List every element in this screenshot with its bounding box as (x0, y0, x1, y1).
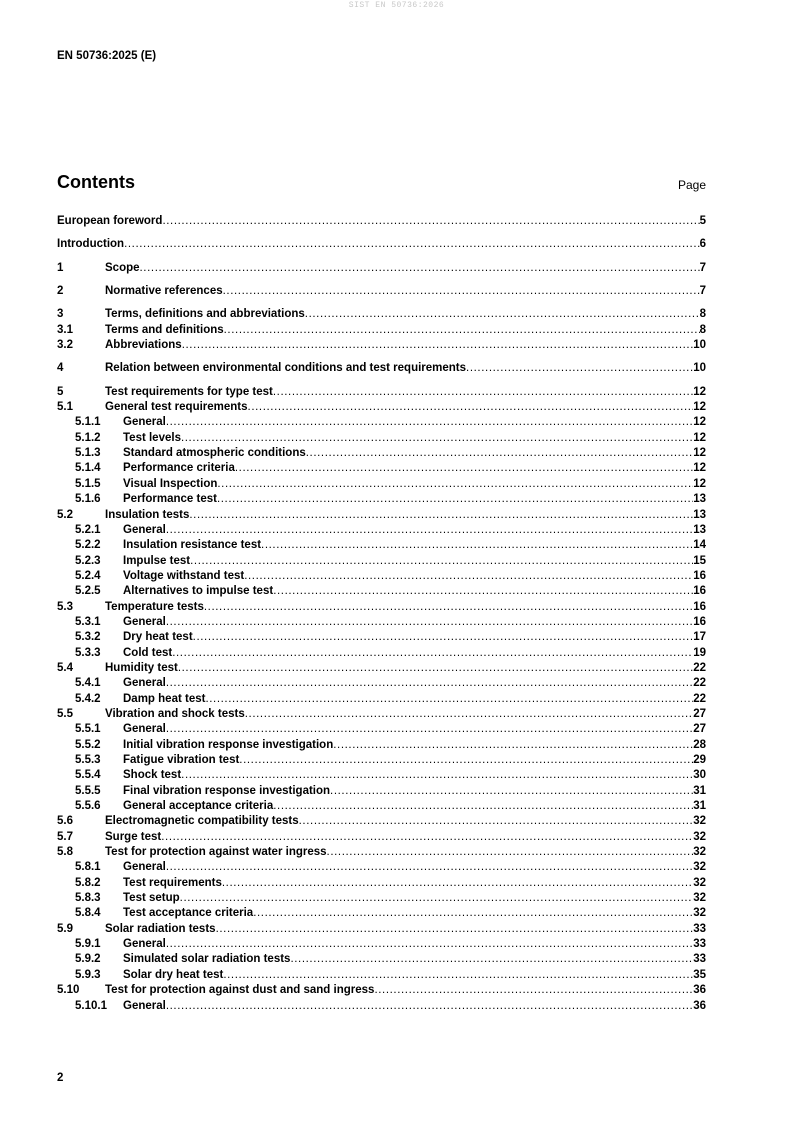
dot-leader (166, 860, 693, 875)
toc-entry-number: 5.5.2 (75, 738, 101, 751)
toc-entry-page: 22 (693, 661, 706, 674)
toc-entry-title: Insulation resistance test (123, 539, 262, 552)
toc-entry-page: 29 (693, 754, 706, 766)
dot-leader (327, 845, 694, 860)
toc-entry-title: General (123, 615, 166, 628)
toc-entry-title: Performance test (123, 493, 217, 506)
toc-entry-page: 13 (693, 523, 706, 536)
toc-entry[interactable] (57, 876, 706, 891)
toc-entry[interactable] (57, 554, 706, 569)
toc-entry[interactable] (57, 600, 706, 615)
dot-leader (162, 214, 699, 229)
toc-entry-title: Abbreviations (105, 339, 182, 352)
toc-entry-number: 5.9.3 (75, 968, 101, 981)
toc-entry[interactable] (57, 569, 706, 584)
toc-entry-title: Terms, definitions and abbreviations (105, 308, 305, 321)
toc-entry-page: 32 (693, 861, 706, 874)
toc-entry-number: 5.8 (57, 846, 73, 859)
toc-entry-title: General test requirements (105, 401, 248, 414)
toc-entry-page: 31 (693, 784, 706, 797)
dot-leader (166, 999, 693, 1014)
toc-entry-page: 17 (693, 631, 706, 644)
dot-leader (124, 237, 700, 252)
toc-entry-page: 12 (693, 385, 706, 398)
contents-title: Contents (57, 172, 135, 192)
toc-entry[interactable] (57, 707, 706, 722)
toc-entry-number: 5.1.4 (75, 462, 101, 475)
toc-entry-number: 5.8.1 (75, 861, 101, 874)
toc-entry-page: 8 (699, 323, 706, 336)
toc-entry-title: European foreword (57, 215, 163, 227)
dot-leader (273, 385, 693, 400)
toc-entry-page: 27 (693, 723, 706, 736)
toc-entry-title: Solar dry heat test (123, 968, 224, 981)
toc-entry[interactable] (57, 584, 706, 599)
toc-entry-title: Alternatives to impulse test (123, 585, 274, 598)
toc-entry-title: Cold test (123, 646, 173, 659)
toc-entry-page: 16 (693, 600, 706, 613)
toc-entry[interactable] (57, 860, 706, 875)
toc-entry[interactable] (57, 845, 706, 860)
toc-entry[interactable] (57, 400, 706, 415)
toc-entry-number: 5 (57, 385, 64, 398)
toc-entry-page: 33 (693, 953, 706, 966)
toc-entry[interactable] (57, 968, 706, 983)
dot-leader (166, 615, 693, 630)
document-id: EN 50736:2025 (E) (57, 50, 157, 62)
toc-entry-page: 32 (693, 830, 706, 843)
toc-entry-title: General (123, 938, 166, 951)
toc-entry-page: 36 (693, 984, 706, 997)
dot-leader (306, 446, 693, 461)
toc-entry-title: Test requirements for type test (105, 385, 273, 398)
toc-entry-page: 5 (699, 215, 706, 227)
toc-entry[interactable] (57, 461, 706, 476)
toc-entry-number: 5.1.3 (75, 447, 101, 460)
toc-entry[interactable] (57, 722, 706, 737)
dot-leader (235, 461, 693, 476)
toc-entry-page: 12 (693, 462, 706, 475)
toc-entry-page: 12 (693, 447, 706, 460)
dot-leader (205, 692, 693, 707)
toc-entry-title: Insulation tests (105, 508, 190, 521)
dot-leader (273, 584, 693, 599)
toc-entry-page: 13 (693, 508, 706, 521)
toc-entry-title: Shock test (123, 769, 182, 782)
toc-entry-page: 19 (693, 646, 706, 659)
dot-leader (224, 323, 700, 338)
toc-entry[interactable] (57, 538, 706, 553)
dot-leader (181, 768, 693, 783)
toc-entry-number: 5.2.3 (75, 554, 101, 567)
toc-entry-number: 5.1.2 (75, 431, 101, 444)
toc-entry-page: 7 (699, 285, 706, 298)
toc-entry-number: 2 (57, 285, 64, 298)
toc-entry-title: Introduction (57, 238, 125, 251)
toc-entry-page: 33 (693, 922, 706, 935)
toc-entry-page: 16 (693, 615, 706, 628)
toc-entry[interactable] (57, 415, 706, 430)
toc-entry-number: 5.2.4 (75, 569, 101, 582)
toc-entry[interactable] (57, 799, 706, 814)
toc-entry-number: 5.1 (57, 401, 73, 414)
toc-entry-page: 12 (693, 477, 706, 490)
toc-entry-number: 5.2 (57, 508, 73, 521)
toc-entry-page: 10 (693, 339, 706, 352)
toc-entry-page: 14 (693, 539, 706, 552)
toc-entry-number: 5.5.6 (75, 800, 101, 813)
toc-entry-title: Performance criteria (123, 462, 235, 475)
dot-leader (140, 261, 700, 276)
toc-entry-title: Normative references (105, 285, 223, 298)
dot-leader (166, 937, 693, 952)
toc-entry-page: 30 (693, 769, 706, 782)
toc-entry-page: 12 (693, 401, 706, 414)
dot-leader (261, 538, 693, 553)
toc-entry-page: 28 (693, 738, 706, 751)
toc-entry-number: 5.8.3 (75, 892, 101, 905)
dot-leader (239, 753, 693, 768)
toc-entry-number: 5.1.1 (75, 416, 101, 429)
dot-leader (374, 983, 693, 998)
toc-entry[interactable] (57, 937, 706, 952)
dot-leader (166, 523, 693, 538)
toc-entry-number: 3.1 (57, 323, 73, 336)
dot-leader (217, 477, 693, 492)
toc-entry-number: 5.5.3 (75, 754, 101, 766)
toc-entry-number: 5.2.1 (75, 523, 101, 536)
toc-entry[interactable] (57, 477, 706, 492)
dot-leader (330, 784, 693, 799)
toc-entry-title: Voltage withstand test (123, 569, 245, 582)
toc-entry-page: 13 (693, 493, 706, 506)
toc-entry-title: Damp heat test (123, 692, 206, 705)
toc-entry-page: 32 (693, 892, 706, 905)
toc-entry-title: Terms and definitions (105, 323, 224, 336)
toc-entry[interactable] (57, 214, 706, 229)
toc-entry-title: Simulated solar radiation tests (123, 953, 291, 966)
dot-leader (245, 707, 693, 722)
toc-entry-title: Scope (105, 261, 140, 274)
table-of-contents (57, 214, 706, 1014)
dot-leader (222, 876, 693, 891)
toc-entry[interactable] (57, 237, 706, 252)
toc-entry-number: 5.9.1 (75, 938, 101, 951)
dot-leader (290, 952, 693, 967)
toc-entry-title: Test for protection against dust and sand ingress (105, 984, 375, 997)
toc-entry-number: 5.3.1 (75, 615, 101, 628)
toc-entry-number: 5.4.2 (75, 692, 101, 705)
toc-entry-number: 5.2.2 (75, 539, 101, 552)
dot-leader (244, 569, 693, 584)
dot-leader (223, 968, 693, 983)
dot-leader (182, 338, 694, 353)
toc-entry[interactable] (57, 307, 706, 322)
toc-entry[interactable] (57, 983, 706, 998)
toc-entry-page: 16 (693, 585, 706, 598)
dot-leader (217, 492, 693, 507)
toc-entry[interactable] (57, 952, 706, 967)
toc-entry-title: General (123, 723, 166, 736)
toc-entry-title: Visual Inspection (123, 477, 218, 490)
toc-entry[interactable] (57, 830, 706, 845)
toc-entry-title: General (123, 999, 166, 1012)
toc-entry-title: Test levels (123, 431, 181, 444)
toc-entry-page: 32 (693, 907, 706, 920)
toc-entry-page: 7 (699, 261, 706, 274)
toc-entry-number: 5.10 (57, 984, 80, 997)
toc-entry-page: 10 (693, 362, 706, 375)
toc-entry[interactable] (57, 338, 706, 353)
toc-entry-title: Fatigue vibration test (123, 754, 240, 766)
toc-entry-number: 5.8.2 (75, 876, 101, 889)
toc-entry[interactable] (57, 431, 706, 446)
toc-entry[interactable] (57, 922, 706, 937)
watermark: SIST EN 50736:2026 (348, 1, 445, 10)
toc-entry-number: 5.3.3 (75, 646, 101, 659)
toc-entry[interactable] (57, 692, 706, 707)
dot-leader (305, 307, 700, 322)
toc-entry-number: 5.5.4 (75, 769, 101, 782)
toc-entry-page: 32 (693, 846, 706, 859)
toc-entry-title: Test for protection against water ingress (105, 846, 327, 859)
toc-entry[interactable] (57, 661, 706, 676)
toc-entry-number: 5.4.1 (75, 677, 101, 690)
dot-leader (216, 922, 694, 937)
toc-entry[interactable] (57, 323, 706, 338)
dot-leader (181, 431, 693, 446)
toc-entry-page: 8 (699, 308, 706, 321)
dot-leader (180, 891, 694, 906)
toc-entry-title: Test acceptance criteria (123, 907, 254, 920)
dot-leader (204, 600, 693, 615)
toc-entry-page: 27 (693, 707, 706, 720)
toc-entry-number: 5.4 (57, 661, 73, 674)
toc-entry[interactable] (57, 508, 706, 523)
toc-entry[interactable] (57, 768, 706, 783)
toc-entry-page: 15 (693, 554, 706, 567)
page-column-label: Page (677, 178, 706, 192)
toc-entry[interactable] (57, 361, 706, 376)
toc-entry-page: 22 (693, 692, 706, 705)
toc-entry[interactable] (57, 906, 706, 921)
toc-entry[interactable] (57, 753, 706, 768)
dot-leader (273, 799, 693, 814)
toc-entry-title: General (123, 416, 166, 429)
toc-entry-number: 5.5.1 (75, 723, 101, 736)
dot-leader (253, 906, 693, 921)
toc-entry[interactable] (57, 738, 706, 753)
toc-entry-page: 32 (693, 815, 706, 828)
toc-entry-title: Temperature tests (105, 600, 204, 613)
toc-entry-title: Humidity test (105, 661, 178, 674)
toc-entry[interactable] (57, 646, 706, 661)
toc-entry-number: 5.9 (57, 922, 73, 935)
toc-entry[interactable] (57, 615, 706, 630)
toc-entry-title: General (123, 677, 166, 690)
toc-entry-number: 5.6 (57, 815, 73, 828)
dot-leader (299, 814, 694, 829)
toc-entry[interactable] (57, 814, 706, 829)
toc-entry-page: 6 (699, 238, 706, 251)
toc-entry-title: Standard atmospheric conditions (123, 447, 306, 460)
toc-entry-number: 5.3 (57, 600, 73, 613)
toc-entry-title: Electromagnetic compatibility tests (105, 815, 299, 828)
dot-leader (189, 508, 693, 523)
toc-entry[interactable] (57, 446, 706, 461)
toc-entry-number: 1 (57, 261, 64, 274)
toc-entry[interactable] (57, 261, 706, 276)
dot-leader (161, 830, 693, 845)
toc-entry-page: 22 (693, 677, 706, 690)
toc-entry-title: Initial vibration response investigation (123, 738, 334, 751)
toc-entry-number: 4 (57, 362, 64, 375)
toc-entry[interactable] (57, 492, 706, 507)
toc-entry-page: 16 (693, 569, 706, 582)
dot-leader (333, 738, 693, 753)
toc-entry-number: 5.1.6 (75, 493, 101, 506)
toc-entry-number: 5.8.4 (75, 907, 101, 920)
toc-entry-page: 33 (693, 938, 706, 951)
dot-leader (166, 722, 693, 737)
toc-entry-number: 5.9.2 (75, 953, 101, 966)
toc-entry[interactable] (57, 891, 706, 906)
toc-entry-number: 5.1.5 (75, 477, 101, 490)
toc-entry-number: 5.5 (57, 707, 73, 720)
dot-leader (178, 661, 693, 676)
toc-entry-title: General acceptance criteria (123, 800, 274, 813)
toc-entry-number: 3 (57, 308, 64, 321)
toc-entry-title: Dry heat test (123, 631, 193, 644)
dot-leader (466, 361, 693, 376)
toc-entry-number: 5.10.1 (75, 999, 107, 1012)
toc-entry[interactable] (57, 676, 706, 691)
toc-entry-title: Surge test (105, 830, 162, 843)
toc-entry[interactable] (57, 523, 706, 538)
toc-entry-title: Relation between environmental conditions and test requirements (105, 362, 467, 375)
toc-entry-title: Test setup (123, 892, 180, 905)
toc-entry-title: Impulse test (123, 554, 191, 567)
toc-entry-number: 5.5.5 (75, 784, 101, 797)
toc-entry[interactable] (57, 784, 706, 799)
toc-entry-title: General (123, 861, 166, 874)
toc-entry-number: 5.2.5 (75, 585, 101, 598)
toc-entry-page: 32 (693, 876, 706, 889)
toc-entry-number: 5.3.2 (75, 631, 101, 644)
toc-entry-page: 31 (693, 800, 706, 813)
toc-entry-title: Test requirements (123, 876, 222, 889)
toc-entry-page: 35 (693, 968, 706, 981)
toc-entry[interactable] (57, 284, 706, 299)
toc-entry[interactable] (57, 385, 706, 400)
toc-entry-page: 36 (693, 999, 706, 1012)
dot-leader (166, 415, 693, 430)
toc-entry-title: General (123, 523, 166, 536)
toc-entry-title: Final vibration response investigation (123, 784, 331, 797)
toc-entry-number: 3.2 (57, 339, 73, 352)
dot-leader (166, 676, 693, 691)
dot-leader (193, 630, 694, 645)
dot-leader (172, 646, 693, 661)
dot-leader (190, 554, 693, 569)
toc-entry-number: 5.7 (57, 830, 73, 843)
toc-entry-title: Vibration and shock tests (105, 707, 245, 720)
toc-entry[interactable] (57, 630, 706, 645)
dot-leader (248, 400, 694, 415)
toc-entry-page: 12 (693, 431, 706, 444)
toc-entry-page: 12 (693, 416, 706, 429)
toc-entry[interactable] (57, 999, 706, 1014)
dot-leader (223, 284, 700, 299)
page-number: 2 (57, 1072, 64, 1084)
toc-entry-title: Solar radiation tests (105, 922, 216, 935)
